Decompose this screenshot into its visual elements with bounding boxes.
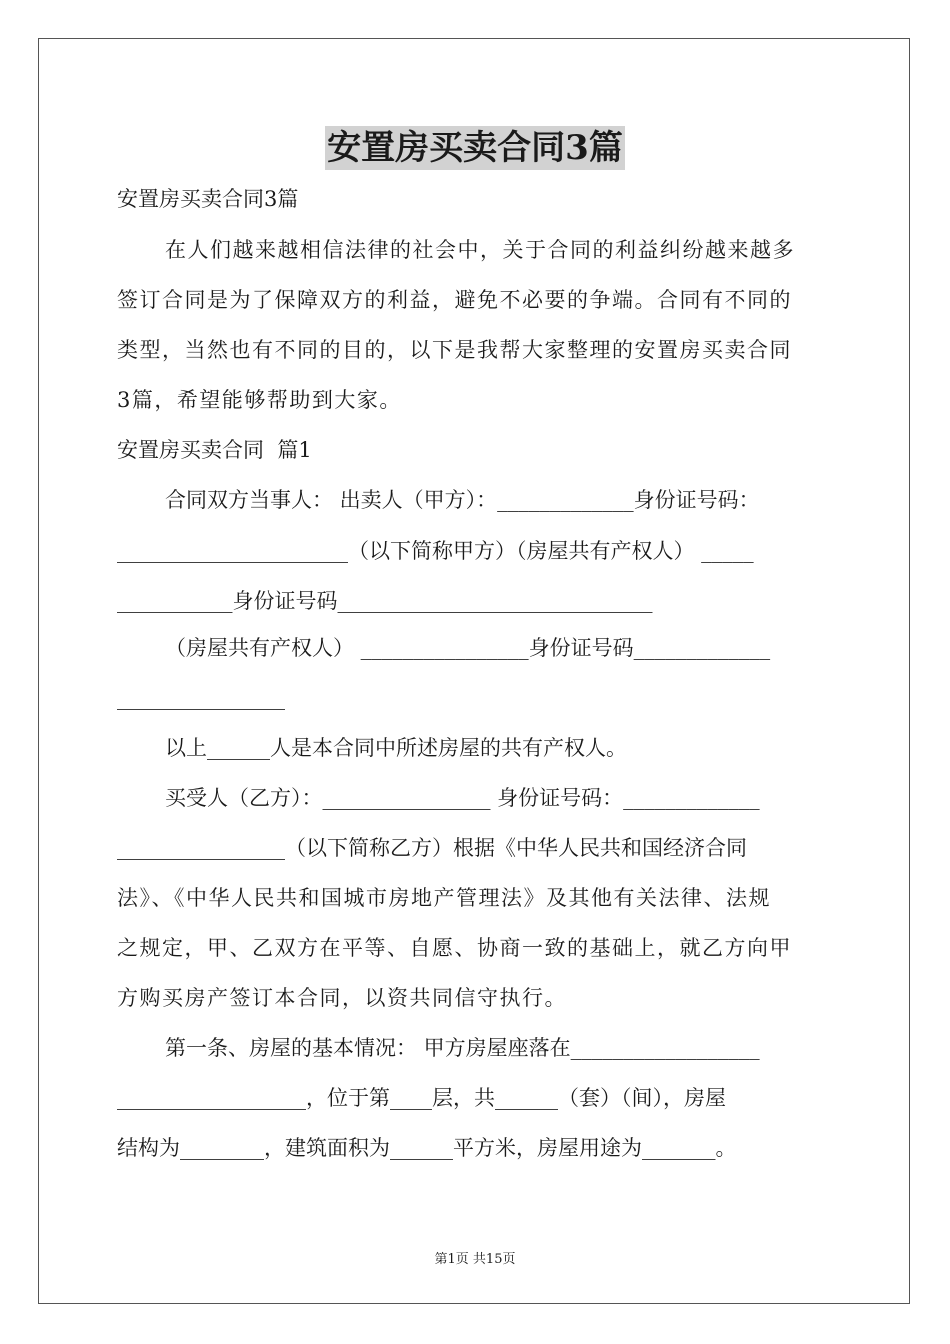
- document-subtitle: 安置房买卖合同3篇: [117, 187, 299, 211]
- intro-line-2: 签订合同是为了保障双方的利益，避免不必要的争端。合同有不同的: [117, 288, 792, 312]
- body-line-12: 第一条、房屋的基本情况： 甲方房屋座落在__________________: [165, 1036, 760, 1060]
- intro-line-3: 类型，当然也有不同的目的，以下是我帮大家整理的安置房买卖合同: [117, 338, 792, 362]
- title-container: [0, 126, 950, 170]
- body-line-2: ______________________（以下简称甲方）（房屋共有产权人） _____: [117, 539, 754, 563]
- body-line-7: 买受人（乙方）：________________ 身份证号码：_____________: [165, 786, 760, 810]
- document-title: 安置房买卖合同3篇: [327, 128, 623, 168]
- body-line-4: （房屋共有产权人） ________________身份证号码_____________: [165, 636, 771, 660]
- page-footer: 第1页 共15页: [434, 1252, 516, 1267]
- body-line-11: 方购买房产签订本合同，以资共同信守执行。: [117, 986, 567, 1010]
- body-line-9: 法》、《中华人民共和国城市房地产管理法》及其他有关法律、法规: [117, 886, 771, 910]
- body-line-3: ___________身份证号码______________________________: [117, 589, 653, 613]
- body-line-6: 以上______人是本合同中所述房屋的共有产权人。: [165, 736, 627, 760]
- page-border: [38, 38, 910, 1304]
- body-line-1: 合同双方当事人： 出卖人（甲方）：_____________身份证号码：: [165, 488, 760, 512]
- body-line-5: ________________: [117, 686, 285, 710]
- body-line-13: __________________，位于第____层，共______（套）（间），房屋: [117, 1086, 726, 1110]
- body-line-14: 结构为________，建筑面积为______平方米，房屋用途为_______。: [117, 1136, 737, 1160]
- section-heading: 安置房买卖合同 篇1: [117, 438, 312, 462]
- intro-line-1: 在人们越来越相信法律的社会中，关于合同的利益纠纷越来越多: [165, 238, 795, 262]
- body-line-10: 之规定，甲、乙双方在平等、自愿、协商一致的基础上，就乙方向甲: [117, 936, 792, 960]
- intro-line-4: 3篇，希望能够帮助到大家。: [117, 388, 402, 412]
- body-line-8: ________________（以下简称乙方）根据《中华人民共和国经济合同: [117, 836, 747, 860]
